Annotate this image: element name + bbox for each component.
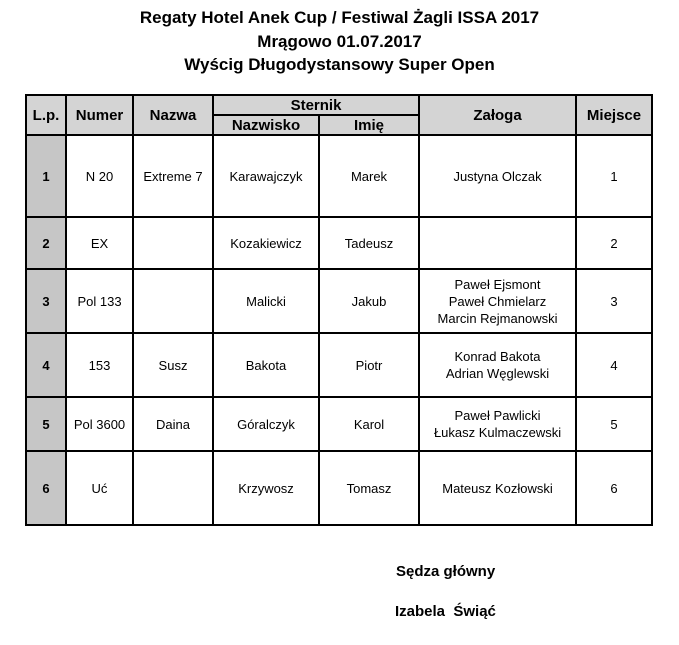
cell-miejsce: 3 [576,269,652,333]
cell-nazwa: Extreme 7 [133,135,213,217]
cell-zaloga [419,397,576,451]
judge-title: Sędza główny [396,563,496,580]
header-nazwisko: Nazwisko [213,115,319,135]
cell-imie: Piotr [319,333,419,397]
crew-member: Marcin Rejmanowski [437,310,558,326]
table-row [26,135,652,217]
cell-miejsce: 6 [576,451,652,525]
cell-nazwisko: Krzywosz [213,451,319,525]
crew-member: Paweł Ejsmont [454,276,541,292]
cell-nazwa [133,451,213,525]
cell-nazwisko: Karawajczyk [213,135,319,217]
title-line-3: Wyścig Długodystansowy Super Open [184,55,495,74]
cell-imie: Karol [319,397,419,451]
cell-zaloga [419,269,576,333]
cell-nazwisko: Kozakiewicz [213,217,319,269]
title-line-2: Mrągowo 01.07.2017 [257,32,422,51]
crew-member: Justyna Olczak [453,168,542,184]
cell-nazwa [133,217,213,269]
cell-numer: Pol 3600 [66,397,133,451]
cell-numer: Uć [66,451,133,525]
cell-nazwisko: Bakota [213,333,319,397]
results-table [25,94,653,526]
cell-nazwa [133,269,213,333]
cell-zaloga [419,135,576,217]
table-row [26,333,652,397]
header-imie: Imię [319,115,419,135]
header-zaloga: Załoga [419,95,576,135]
header-numer: Numer [66,95,133,135]
cell-miejsce: 4 [576,333,652,397]
cell-zaloga [419,333,576,397]
table-row [26,451,652,525]
cell-lp: 3 [26,269,66,333]
header-nazwa: Nazwa [133,95,213,135]
cell-nazwa: Daina [133,397,213,451]
cell-zaloga [419,451,576,525]
cell-numer: N 20 [66,135,133,217]
cell-imie: Tomasz [319,451,419,525]
header-lp: L.p. [26,95,66,135]
cell-nazwisko: Malicki [213,269,319,333]
title-line-1: Regaty Hotel Anek Cup / Festiwal Żagli ISSA 2017 [139,8,540,27]
header-miejsce: Miejsce [576,95,652,135]
cell-nazwisko: Góralczyk [213,397,319,451]
cell-miejsce: 2 [576,217,652,269]
cell-imie: Tadeusz [319,217,419,269]
cell-lp: 6 [26,451,66,525]
crew-member: Paweł Chmielarz [448,293,547,309]
crew-member: Łukasz Kulmaczewski [433,425,562,440]
table-row [26,397,652,451]
crew-member: Paweł Pawlicki [454,408,541,423]
cell-numer: EX [66,217,133,269]
cell-imie: Marek [319,135,419,217]
cell-lp: 5 [26,397,66,451]
cell-lp: 1 [26,135,66,217]
crew-member: Konrad Bakota [454,349,541,364]
cell-nazwa: Susz [133,333,213,397]
cell-miejsce: 1 [576,135,652,217]
cell-numer: Pol 133 [66,269,133,333]
judge-name: Izabela Świąć [395,603,496,620]
header-sternik: Sternik [213,95,419,115]
cell-lp: 2 [26,217,66,269]
cell-imie: Jakub [319,269,419,333]
cell-numer: 153 [66,333,133,397]
cell-miejsce: 5 [576,397,652,451]
table-row [26,269,652,333]
crew-member: Mateusz Kozłowski [442,480,553,496]
cell-lp: 4 [26,333,66,397]
cell-zaloga [419,217,576,269]
crew-member: Adrian Węglewski [445,366,550,381]
table-row [26,217,652,269]
